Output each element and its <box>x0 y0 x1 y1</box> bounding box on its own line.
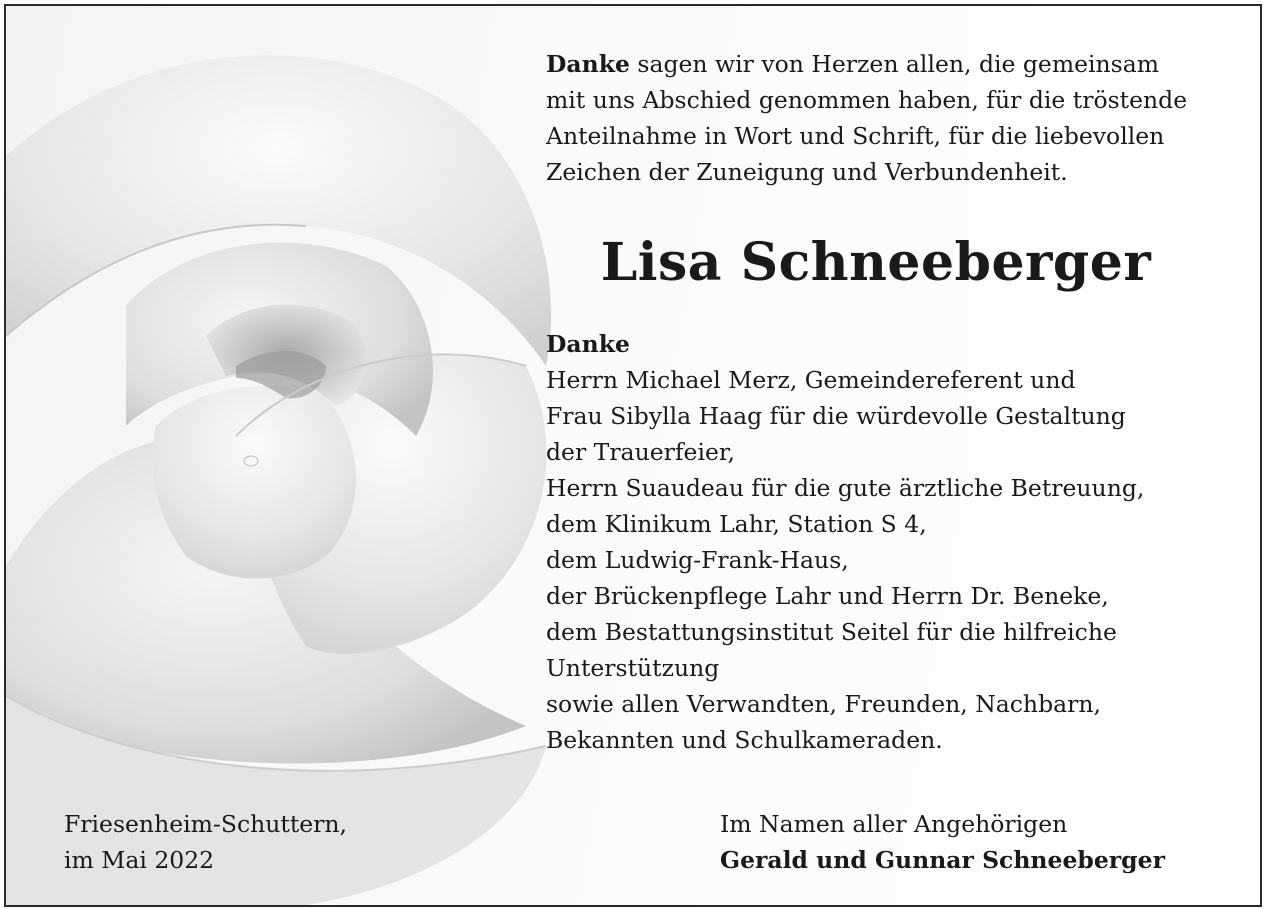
place-text: Friesenheim-Schuttern, <box>64 810 348 838</box>
thanks-line: Herrn Suaudeau für die gute ärztliche Betreuung, <box>546 474 1145 502</box>
signature <box>720 806 1240 878</box>
thanks-line: der Trauerfeier, <box>546 438 735 466</box>
intro-line-4: Zeichen der Zuneigung und Verbundenheit. <box>546 158 1068 186</box>
intro-line-1: sagen wir von Herzen allen, die gemeinsam <box>629 50 1160 78</box>
thanks-line: dem Bestattungsinstitut Seitel für die hilfreiche <box>546 618 1117 646</box>
intro-line-3: Anteilnahme in Wort und Schrift, für die liebevollen <box>546 122 1165 150</box>
thanks-line: dem Ludwig-Frank-Haus, <box>546 546 849 574</box>
date-text: im Mai 2022 <box>64 846 215 874</box>
thanks-line: Herrn Michael Merz, Gemeindereferent und <box>546 366 1076 394</box>
obituary-card <box>4 4 1262 907</box>
thanks-heading: Danke <box>546 330 630 358</box>
deceased-name: Lisa Schneeberger <box>600 232 1152 293</box>
thanks-line: Unterstützung <box>546 654 720 682</box>
thanks-line: dem Klinikum Lahr, Station S 4, <box>546 510 927 538</box>
signature-intro: Im Namen aller Angehörigen <box>720 810 1068 838</box>
thanks-line: Bekannten und Schulkameraden. <box>546 726 943 754</box>
intro-text <box>546 46 1206 190</box>
intro-lead: Danke <box>546 50 630 78</box>
thanks-line: Frau Sibylla Haag für die würdevolle Gestaltung <box>546 402 1126 430</box>
thanks-line: der Brückenpflege Lahr und Herrn Dr. Beneke, <box>546 582 1109 610</box>
thanks-line: sowie allen Verwandten, Freunden, Nachbarn, <box>546 690 1101 718</box>
place-date <box>64 806 484 878</box>
signature-names: Gerald und Gunnar Schneeberger <box>720 846 1165 874</box>
intro-line-2: mit uns Abschied genommen haben, für die tröstende <box>546 86 1188 114</box>
thanks-section <box>546 326 1206 758</box>
